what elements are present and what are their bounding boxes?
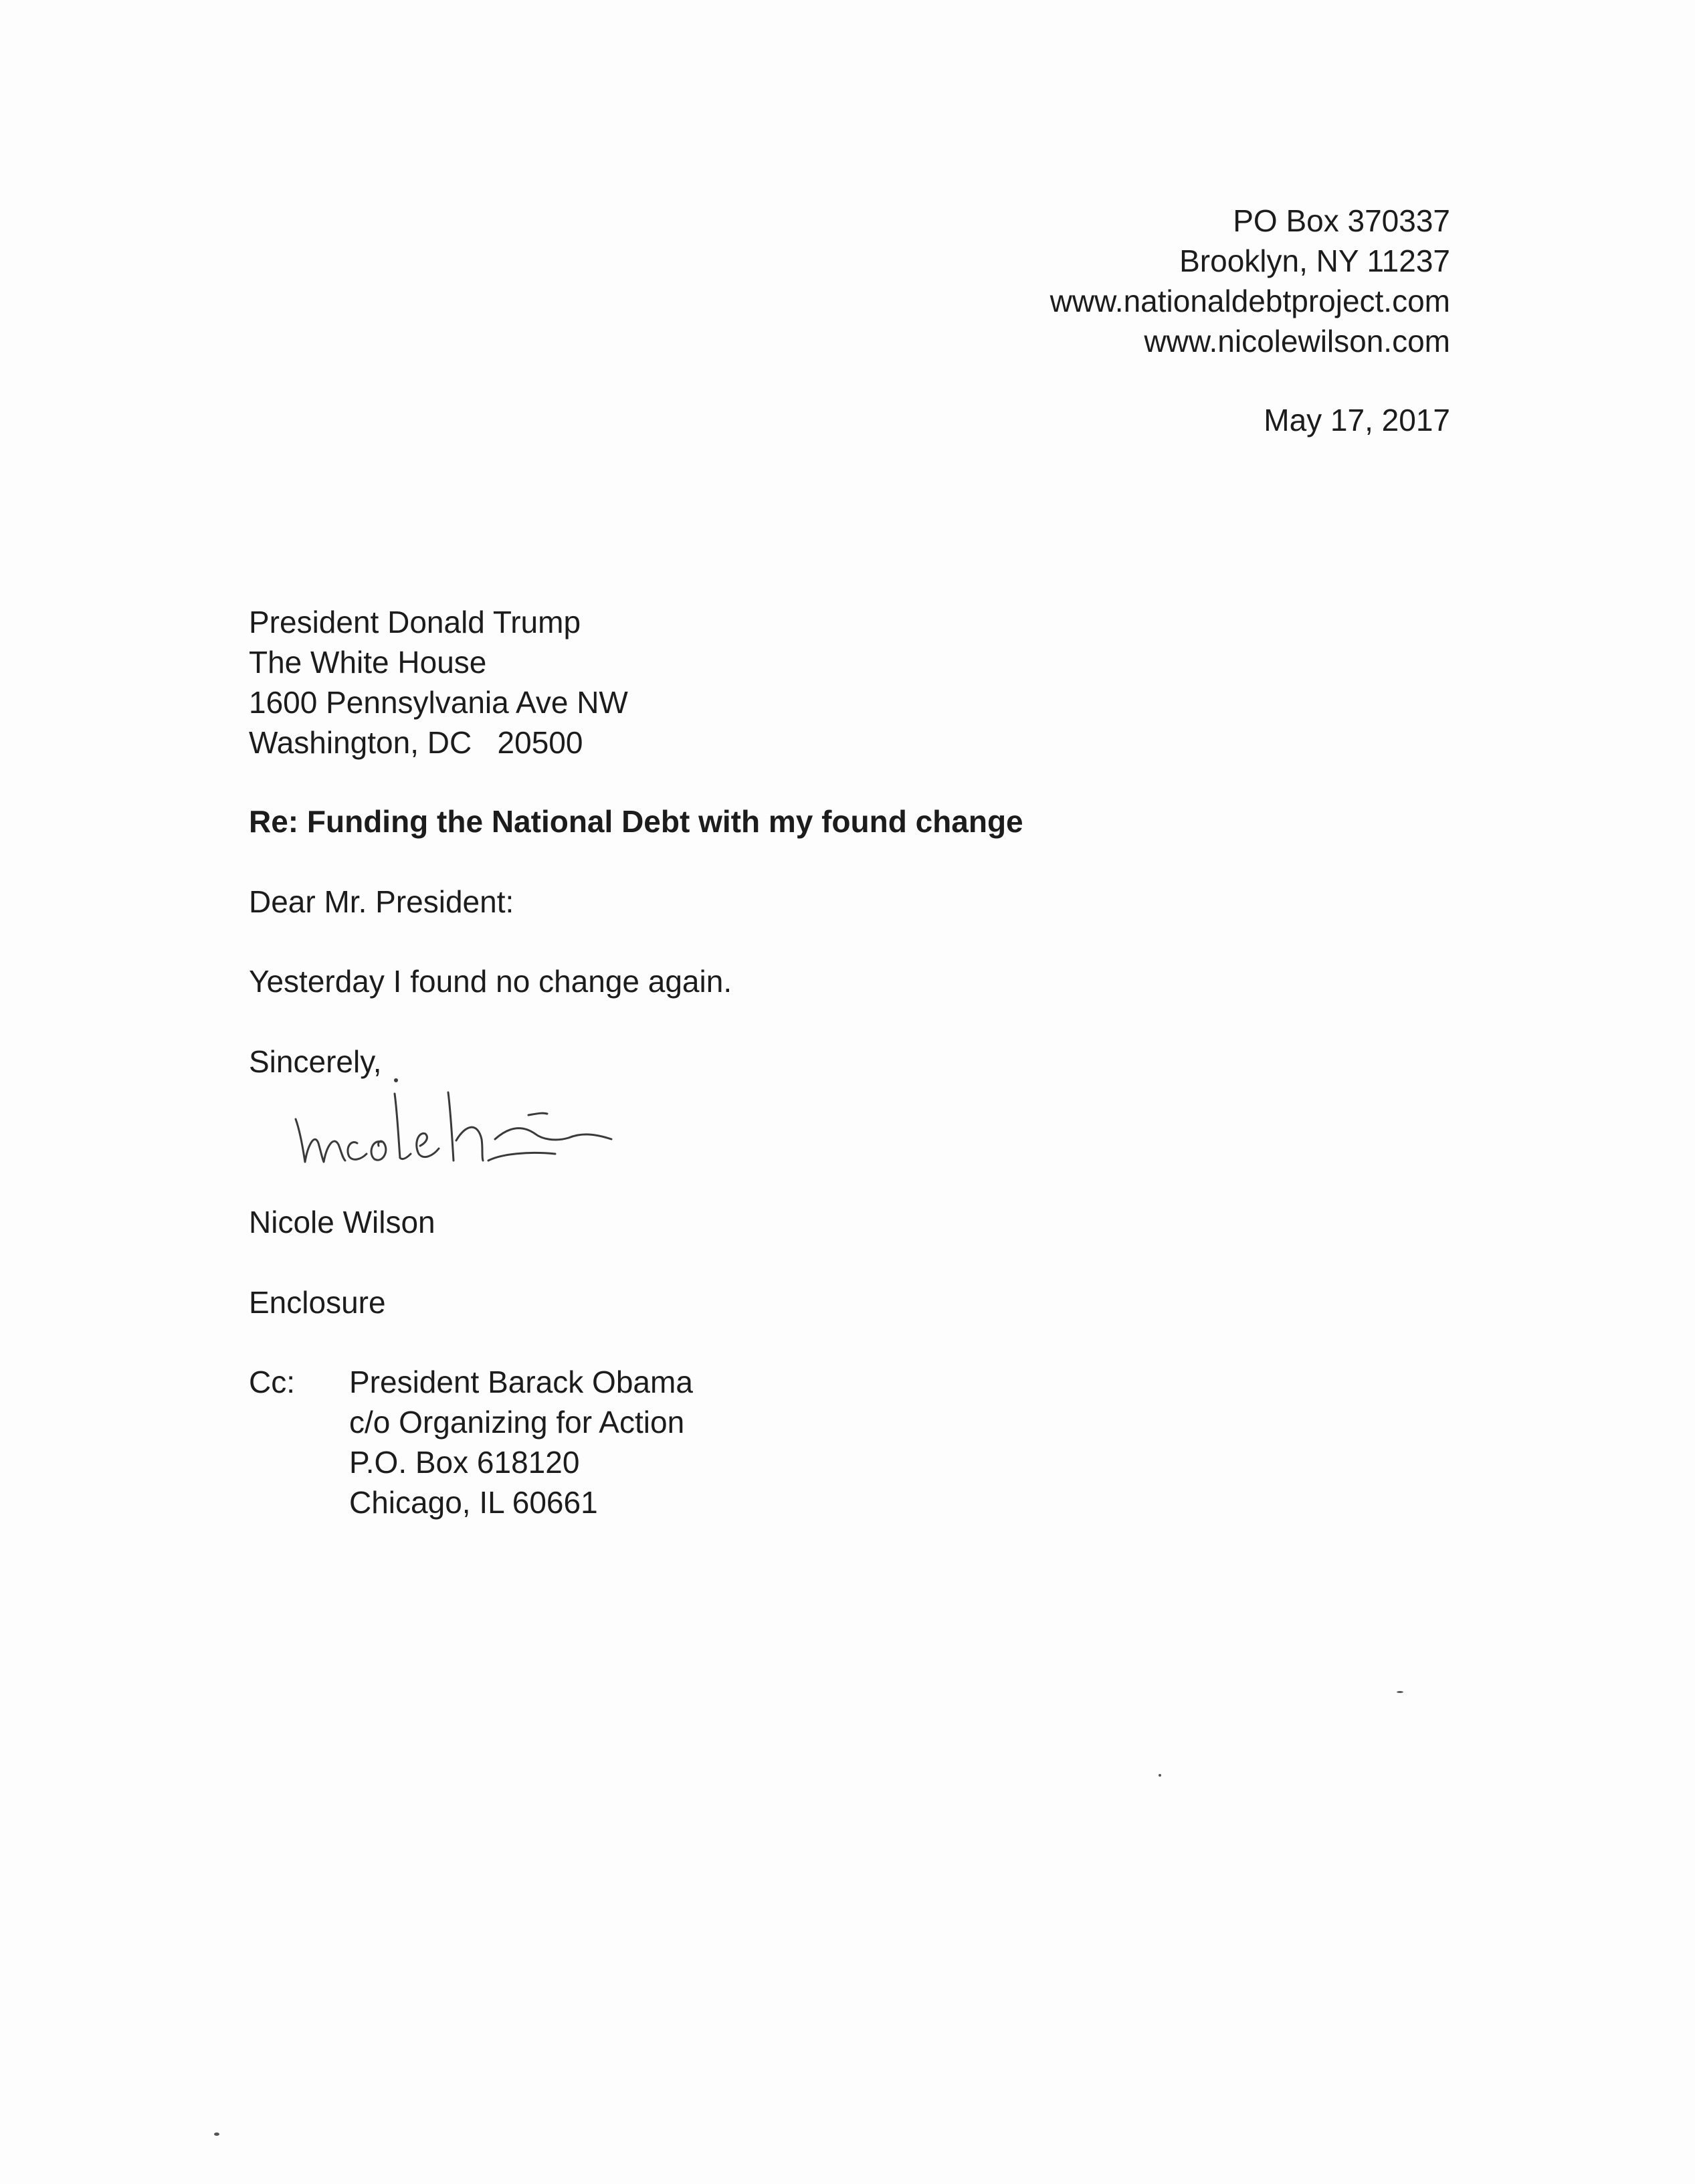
cc-city: Chicago, IL 60661 <box>349 1485 598 1520</box>
recipient-city: Washington, DC 20500 <box>249 725 583 760</box>
cc-name: President Barack Obama <box>349 1365 693 1399</box>
scan-speck <box>1397 1691 1403 1693</box>
recipient-street: 1600 Pennsylvania Ave NW <box>249 685 628 720</box>
sender-city: Brooklyn, NY 11237 <box>1179 243 1450 278</box>
sender-address-block <box>1050 201 1450 361</box>
cc-organization: c/o Organizing for Action <box>349 1405 685 1440</box>
subject-line: Re: Funding the National Debt with my found change <box>249 804 1023 839</box>
letter-date: May 17, 2017 <box>1264 403 1450 437</box>
sender-website-2: www.nicolewilson.com <box>1144 324 1450 359</box>
scan-speck <box>1159 1774 1161 1777</box>
sender-website-1: www.nationaldebtproject.com <box>1050 284 1450 318</box>
cc-address-block <box>349 1362 693 1522</box>
enclosure-note: Enclosure <box>249 1285 386 1320</box>
closing: Sincerely, <box>249 1044 382 1079</box>
cc-label: Cc: <box>249 1365 295 1399</box>
sender-po-box: PO Box 370337 <box>1233 203 1450 238</box>
recipient-name: President Donald Trump <box>249 605 581 639</box>
recipient-organization: The White House <box>249 645 487 680</box>
cc-po-box: P.O. Box 618120 <box>349 1445 580 1480</box>
scan-speck <box>214 2132 219 2136</box>
signer-name: Nicole Wilson <box>249 1205 435 1239</box>
letter-body: Yesterday I found no change again. <box>249 964 732 999</box>
recipient-address-block <box>249 602 628 763</box>
handwritten-signature <box>288 1060 689 1181</box>
salutation: Dear Mr. President: <box>249 884 514 919</box>
